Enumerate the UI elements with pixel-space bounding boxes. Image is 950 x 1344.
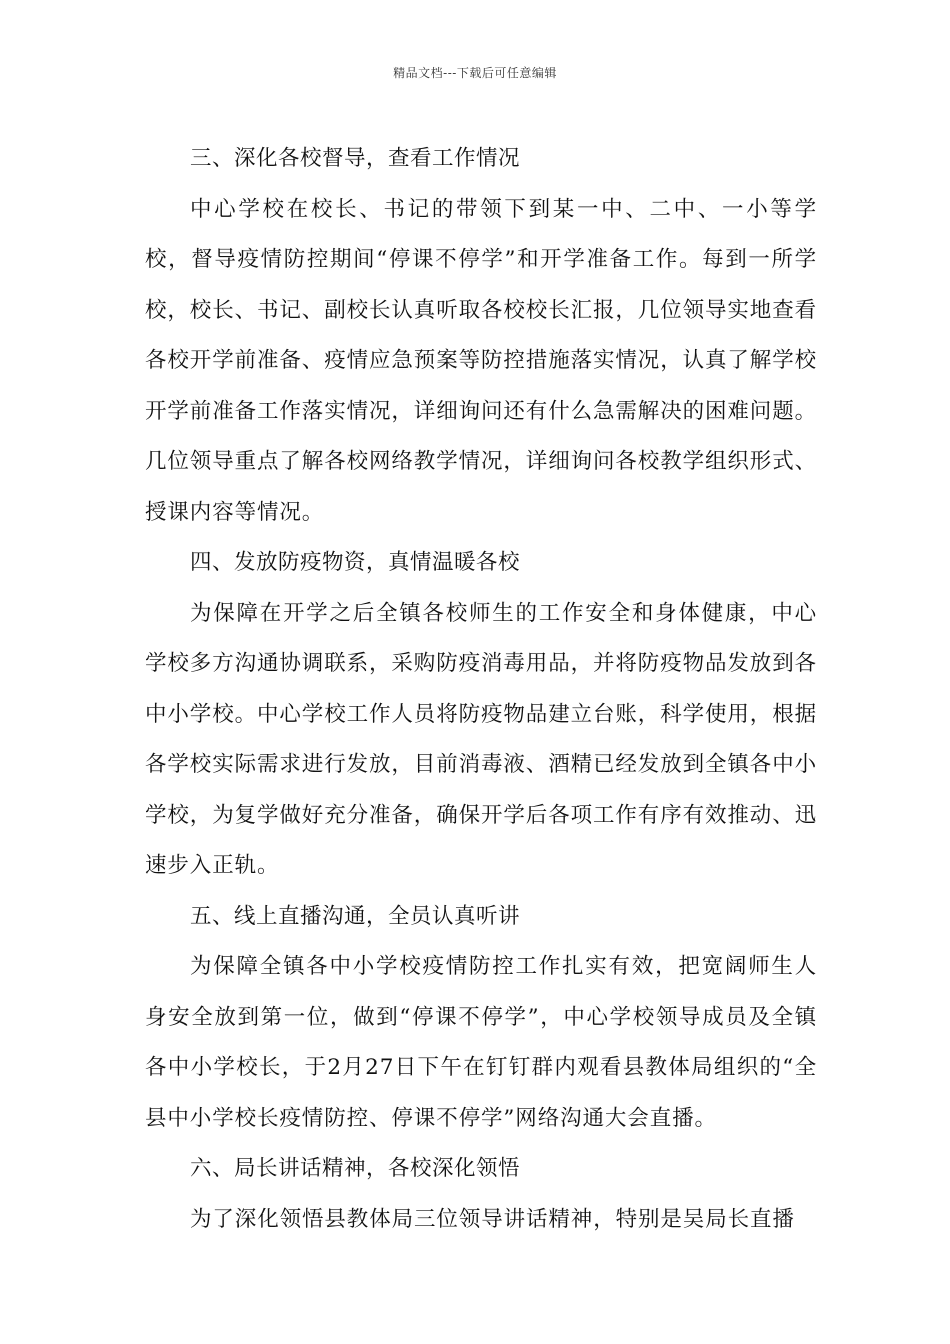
section-paragraph-3: 中心学校在校长、书记的带领下到某一中、二中、一小等学校，督导疫情防控期间“停课不停学”和开学准备工作。每到一所学校，校长、书记、副校长认真听取各校校长汇报，几位领导实地查看各校开学前准备、疫情应急预案等防控措施落实情况，认真了解学校开学前准备工作落实情况，详细询问还有什么急需解决的困难问题。几位领导重点了解各校网络教学情况，详细询问各校教学组织形式、授课内容等情况。 (145, 196, 818, 525)
section-heading-3: 三、深化各校督导，查看工作情况 (190, 146, 521, 171)
section-heading-4: 四、发放防疫物资，真情温暖各校 (190, 550, 521, 575)
section-paragraph-4: 为保障在开学之后全镇各校师生的工作安全和身体健康，中心学校多方沟通协调联系，采购防疫消毒用品，并将防疫物品发放到各中小学校。中心学校工作人员将防疫物品建立台账，科学使用，根据各学校实际需求进行发放，目前消毒液、酒精已经发放到全镇各中小学校，为复学做好充分准备，确保开学后各项工作有序有效推动、迅速步入正轨。 (145, 600, 818, 878)
header-note: 精品文档---下载后可任意编辑 (393, 66, 557, 80)
document-body (145, 134, 817, 1245)
section-heading-5: 五、线上直播沟通，全员认真听讲 (190, 903, 521, 929)
section-heading-6: 六、局长讲话精神，各校深化领悟 (190, 1156, 521, 1181)
section-paragraph-5: 为保障全镇各中小学校疫情防控工作扎实有效，把宽阔师生人身安全放到第一位，做到“停课不停学”，中心学校领导成员及全镇各中小学校长，于2月27日下午在钉钉群内观看县教体局组织的“全县中小学校长疫情防控、停课不停学”网络沟通大会直播。 (145, 954, 817, 1131)
section-paragraph-6: 为了深化领悟县教体局三位领导讲话精神，特别是吴局长直播 (190, 1206, 795, 1232)
